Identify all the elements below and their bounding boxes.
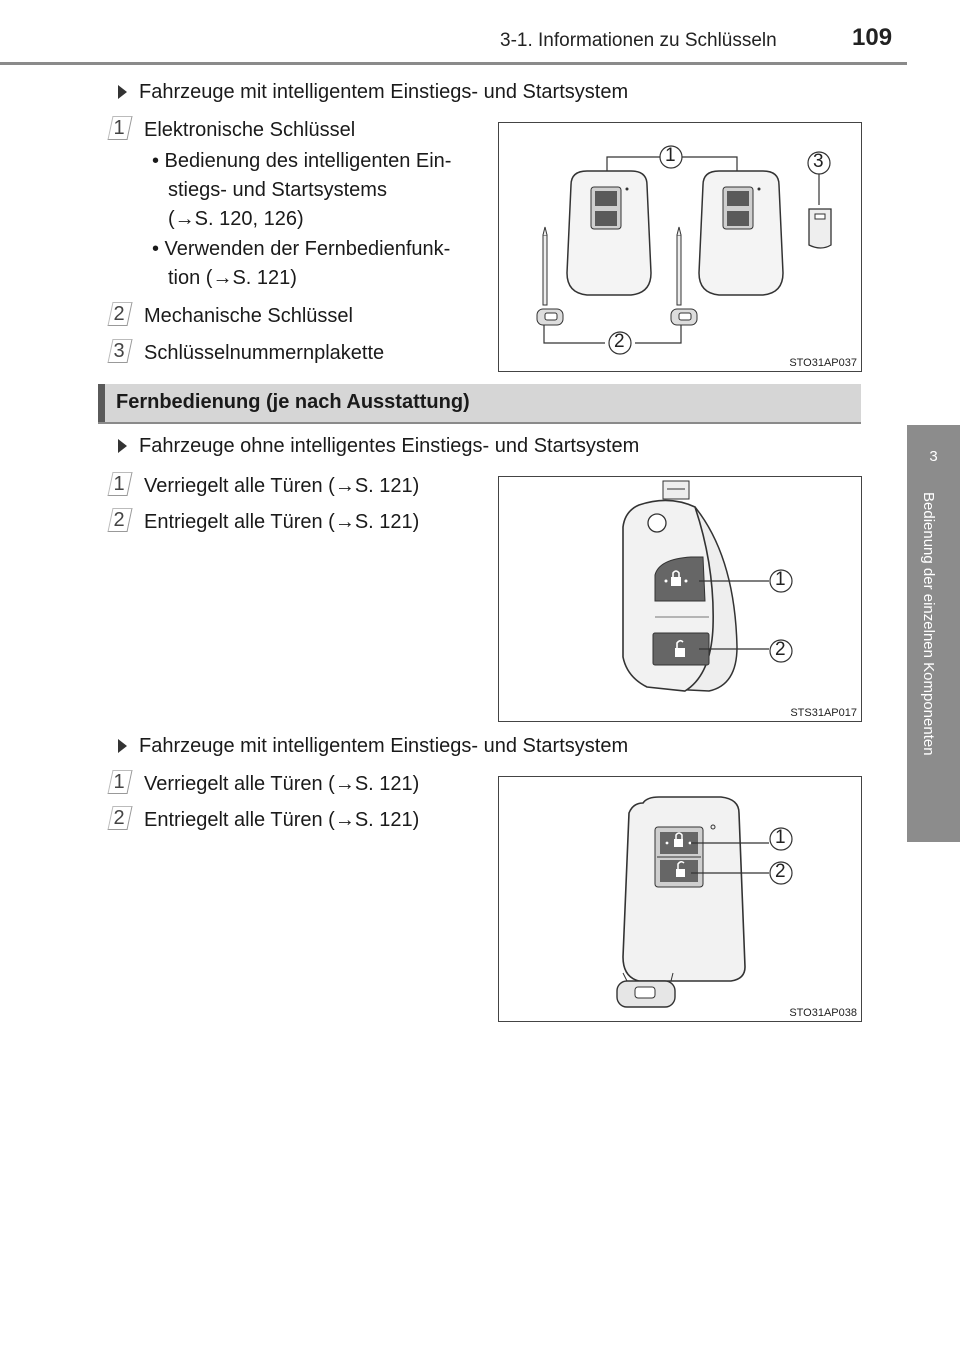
triangle-bullet-icon [118, 85, 127, 99]
figure-callout: 1 [665, 145, 676, 166]
item-number-badge: 2 [108, 302, 130, 326]
item-number-badge: 2 [108, 508, 130, 532]
block1-item1-line: tion (→S. 121) [168, 267, 297, 289]
block1-item1-line: stiegs- und Startsystems [168, 179, 387, 201]
figure-callout: 2 [775, 861, 786, 882]
item-number-badge: 1 [108, 770, 130, 794]
smart-key-fob [567, 171, 651, 295]
block1-item1-title: Elektronische Schlüssel [144, 119, 356, 141]
header-rule [0, 62, 907, 65]
running-header-section: 3-1. Informationen zu Schlüsseln [500, 30, 777, 51]
figure-flip-key [498, 476, 862, 722]
triangle-bullet-icon [118, 739, 127, 753]
smart-key-fob [623, 797, 745, 981]
flip-key-illustration [499, 477, 861, 721]
block1-item1-line: • Verwenden der Fernbedienfunk- [152, 238, 451, 260]
section-banner-accent [98, 384, 105, 422]
item-number-badge: 1 [108, 116, 130, 140]
smart-keys-illustration [499, 123, 861, 371]
smart-key-fob [699, 171, 783, 295]
block1-heading: Fahrzeuge mit intelligentem Einstiegs- und Startsystem [118, 80, 628, 105]
block1-item1-line: (→S. 120, 126) [168, 208, 304, 230]
section-banner-rule [98, 422, 861, 424]
block2-heading: Fahrzeuge ohne intelligentes Einstiegs- und Startsystem [118, 434, 639, 459]
block1-item2-title: Mechanische Schlüssel [144, 305, 353, 327]
block3-heading: Fahrzeuge mit intelligentem Einstiegs- und Startsystem [118, 734, 628, 759]
smart-key-illustration [499, 777, 861, 1021]
item-number-badge: 2 [108, 806, 130, 830]
chapter-tab-number: 3 [929, 448, 938, 465]
block3-item1-title: Verriegelt alle Türen (→S. 121) [144, 773, 420, 795]
chapter-tab-title: Bedienung der einzelnen Komponenten [920, 492, 937, 756]
block2-item1-title: Verriegelt alle Türen (→S. 121) [144, 475, 420, 497]
triangle-bullet-icon [118, 439, 127, 453]
figure-callout: 1 [775, 569, 786, 590]
block1-item1-line: • Bedienung des intelligenten Ein- [152, 150, 452, 172]
figure-smart-key [498, 776, 862, 1022]
figure-code: STO31AP038 [789, 1007, 857, 1019]
figure-callout: 1 [775, 827, 786, 848]
flip-key-body [623, 500, 713, 691]
figure-code: STS31AP017 [790, 707, 857, 719]
figure-callout: 2 [775, 639, 786, 660]
key-number-plate [809, 209, 831, 248]
item-number-badge: 1 [108, 472, 130, 496]
mechanical-key [537, 227, 563, 325]
block3-item2-title: Entriegelt alle Türen (→S. 121) [144, 809, 420, 831]
figure-callout: 2 [614, 331, 625, 352]
page-number: 109 [852, 24, 893, 51]
block2-item2-title: Entriegelt alle Türen (→S. 121) [144, 511, 420, 533]
block1-item3-title: Schlüsselnummernplakette [144, 342, 385, 364]
mechanical-key [671, 227, 697, 325]
figure-smart-keys [498, 122, 862, 372]
section-banner-title: Fernbedienung (je nach Ausstattung) [116, 391, 470, 413]
item-number-badge: 3 [108, 339, 130, 363]
figure-callout: 3 [813, 151, 824, 172]
figure-code: STO31AP037 [789, 357, 857, 369]
